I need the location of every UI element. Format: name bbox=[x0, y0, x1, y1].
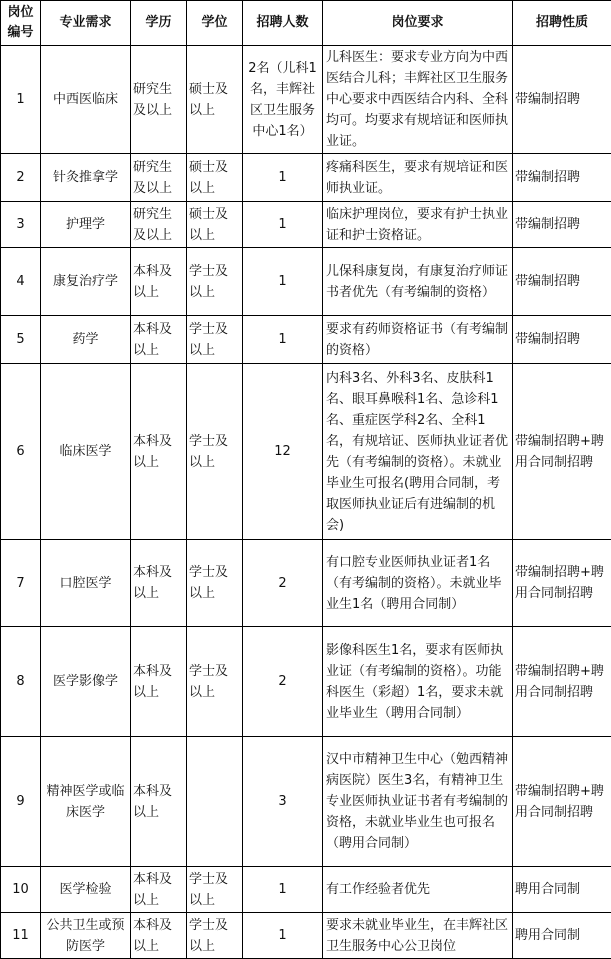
cell-education: 本科及以上 bbox=[131, 316, 187, 364]
header-education: 学历 bbox=[131, 1, 187, 46]
cell-degree: 学士及以上 bbox=[187, 867, 243, 913]
cell-count: 1 bbox=[243, 867, 323, 913]
table-row bbox=[1, 913, 611, 959]
cell-degree: 学士及以上 bbox=[187, 627, 243, 737]
cell-no: 7 bbox=[1, 540, 41, 627]
header-hiring-type: 招聘性质 bbox=[513, 1, 611, 46]
table-row bbox=[1, 46, 611, 154]
cell-education: 本科及以上 bbox=[131, 867, 187, 913]
cell-hiring-type: 带编制招聘 bbox=[513, 154, 611, 202]
cell-hiring-type: 带编制招聘 bbox=[513, 202, 611, 248]
cell-degree: 学士及以上 bbox=[187, 316, 243, 364]
cell-major: 医学检验 bbox=[41, 867, 131, 913]
cell-degree bbox=[187, 737, 243, 867]
cell-requirements: 要求未就业毕业生，在丰辉社区卫生服务中心公卫岗位 bbox=[323, 913, 513, 959]
cell-degree: 硕士及以上 bbox=[187, 46, 243, 154]
cell-hiring-type: 带编制招聘+聘用合同制招聘 bbox=[513, 737, 611, 867]
cell-major: 护理学 bbox=[41, 202, 131, 248]
cell-education: 本科及以上 bbox=[131, 627, 187, 737]
cell-requirements: 儿保科康复岗，有康复治疗师证书者优先（有考编制的资格） bbox=[323, 248, 513, 316]
cell-no: 4 bbox=[1, 248, 41, 316]
cell-hiring-type: 带编制招聘+聘用合同制招聘 bbox=[513, 364, 611, 540]
cell-hiring-type: 聘用合同制 bbox=[513, 867, 611, 913]
cell-requirements: 有工作经验者优先 bbox=[323, 867, 513, 913]
table-row bbox=[1, 627, 611, 737]
cell-requirements: 有口腔专业医师执业证者1名（有考编制的资格）。未就业毕业生1名（聘用合同制） bbox=[323, 540, 513, 627]
cell-degree: 学士及以上 bbox=[187, 364, 243, 540]
table-row bbox=[1, 737, 611, 867]
cell-major: 医学影像学 bbox=[41, 627, 131, 737]
cell-education: 本科及以上 bbox=[131, 364, 187, 540]
cell-count: 1 bbox=[243, 913, 323, 959]
cell-count: 1 bbox=[243, 154, 323, 202]
cell-education: 本科及以上 bbox=[131, 737, 187, 867]
cell-requirements: 临床护理岗位，要求有护士执业证和护士资格证。 bbox=[323, 202, 513, 248]
cell-degree: 硕士及以上 bbox=[187, 154, 243, 202]
table-row bbox=[1, 540, 611, 627]
cell-no: 10 bbox=[1, 867, 41, 913]
cell-requirements: 儿科医生：要求专业方向为中西医结合儿科；丰辉社区卫生服务中心要求中西医结合内科、全科均可。均要求有规培证和医师执业证。 bbox=[323, 46, 513, 154]
table-row bbox=[1, 154, 611, 202]
cell-degree: 硕士及以上 bbox=[187, 202, 243, 248]
cell-degree: 学士及以上 bbox=[187, 248, 243, 316]
header-position-no: 岗位编号 bbox=[1, 1, 41, 46]
cell-major: 口腔医学 bbox=[41, 540, 131, 627]
cell-count: 12 bbox=[243, 364, 323, 540]
cell-requirements: 汉中市精神卫生中心（勉西精神病医院）医生3名，有精神卫生专业医师执业证书者有考编制的资格，未就业毕业生也可报名（聘用合同制） bbox=[323, 737, 513, 867]
cell-hiring-type: 带编制招聘+聘用合同制招聘 bbox=[513, 627, 611, 737]
cell-major: 公共卫生或预防医学 bbox=[41, 913, 131, 959]
cell-no: 5 bbox=[1, 316, 41, 364]
cell-degree: 学士及以上 bbox=[187, 913, 243, 959]
table-row bbox=[1, 202, 611, 248]
header-count: 招聘人数 bbox=[243, 1, 323, 46]
cell-major: 针灸推拿学 bbox=[41, 154, 131, 202]
cell-count: 3 bbox=[243, 737, 323, 867]
header-degree: 学位 bbox=[187, 1, 243, 46]
cell-count: 2 bbox=[243, 540, 323, 627]
cell-requirements: 内科3名、外科3名、皮肤科1名、眼耳鼻喉科1名、急诊科1名、重症医学科2名、全科1名，有规培证、医师执业证者优先（有考编制的资格）。未就业毕业生可报名(聘用合同制，考取医师执业证后有进编制的机会) bbox=[323, 364, 513, 540]
table-row bbox=[1, 867, 611, 913]
cell-education: 本科及以上 bbox=[131, 913, 187, 959]
cell-requirements: 影像科医生1名，要求有医师执业证（有考编制的资格）。功能科医生（彩超）1名，要求未就业毕业生（聘用合同制） bbox=[323, 627, 513, 737]
cell-hiring-type: 带编制招聘 bbox=[513, 316, 611, 364]
cell-no: 8 bbox=[1, 627, 41, 737]
cell-no: 11 bbox=[1, 913, 41, 959]
table-row bbox=[1, 316, 611, 364]
cell-education: 研究生及以上 bbox=[131, 202, 187, 248]
cell-education: 本科及以上 bbox=[131, 540, 187, 627]
cell-no: 1 bbox=[1, 46, 41, 154]
header-major: 专业需求 bbox=[41, 1, 131, 46]
cell-requirements: 疼痛科医生，要求有规培证和医师执业证。 bbox=[323, 154, 513, 202]
cell-major: 临床医学 bbox=[41, 364, 131, 540]
cell-major: 中西医临床 bbox=[41, 46, 131, 154]
cell-hiring-type: 聘用合同制 bbox=[513, 913, 611, 959]
cell-hiring-type: 带编制招聘 bbox=[513, 46, 611, 154]
table-row bbox=[1, 248, 611, 316]
cell-education: 研究生及以上 bbox=[131, 154, 187, 202]
cell-count: 2名（儿科1名，丰辉社区卫生服务中心1名） bbox=[243, 46, 323, 154]
cell-education: 本科及以上 bbox=[131, 248, 187, 316]
cell-no: 2 bbox=[1, 154, 41, 202]
cell-count: 2 bbox=[243, 627, 323, 737]
table-row bbox=[1, 364, 611, 540]
cell-major: 康复治疗学 bbox=[41, 248, 131, 316]
cell-count: 1 bbox=[243, 202, 323, 248]
cell-hiring-type: 带编制招聘+聘用合同制招聘 bbox=[513, 540, 611, 627]
cell-hiring-type: 带编制招聘 bbox=[513, 248, 611, 316]
cell-count: 1 bbox=[243, 316, 323, 364]
cell-no: 3 bbox=[1, 202, 41, 248]
header-row bbox=[1, 1, 611, 46]
cell-education: 研究生及以上 bbox=[131, 46, 187, 154]
cell-no: 9 bbox=[1, 737, 41, 867]
cell-count: 1 bbox=[243, 248, 323, 316]
cell-major: 精神医学或临床医学 bbox=[41, 737, 131, 867]
cell-requirements: 要求有药师资格证书（有考编制的资格） bbox=[323, 316, 513, 364]
cell-major: 药学 bbox=[41, 316, 131, 364]
cell-degree: 学士及以上 bbox=[187, 540, 243, 627]
cell-no: 6 bbox=[1, 364, 41, 540]
header-requirements: 岗位要求 bbox=[323, 1, 513, 46]
